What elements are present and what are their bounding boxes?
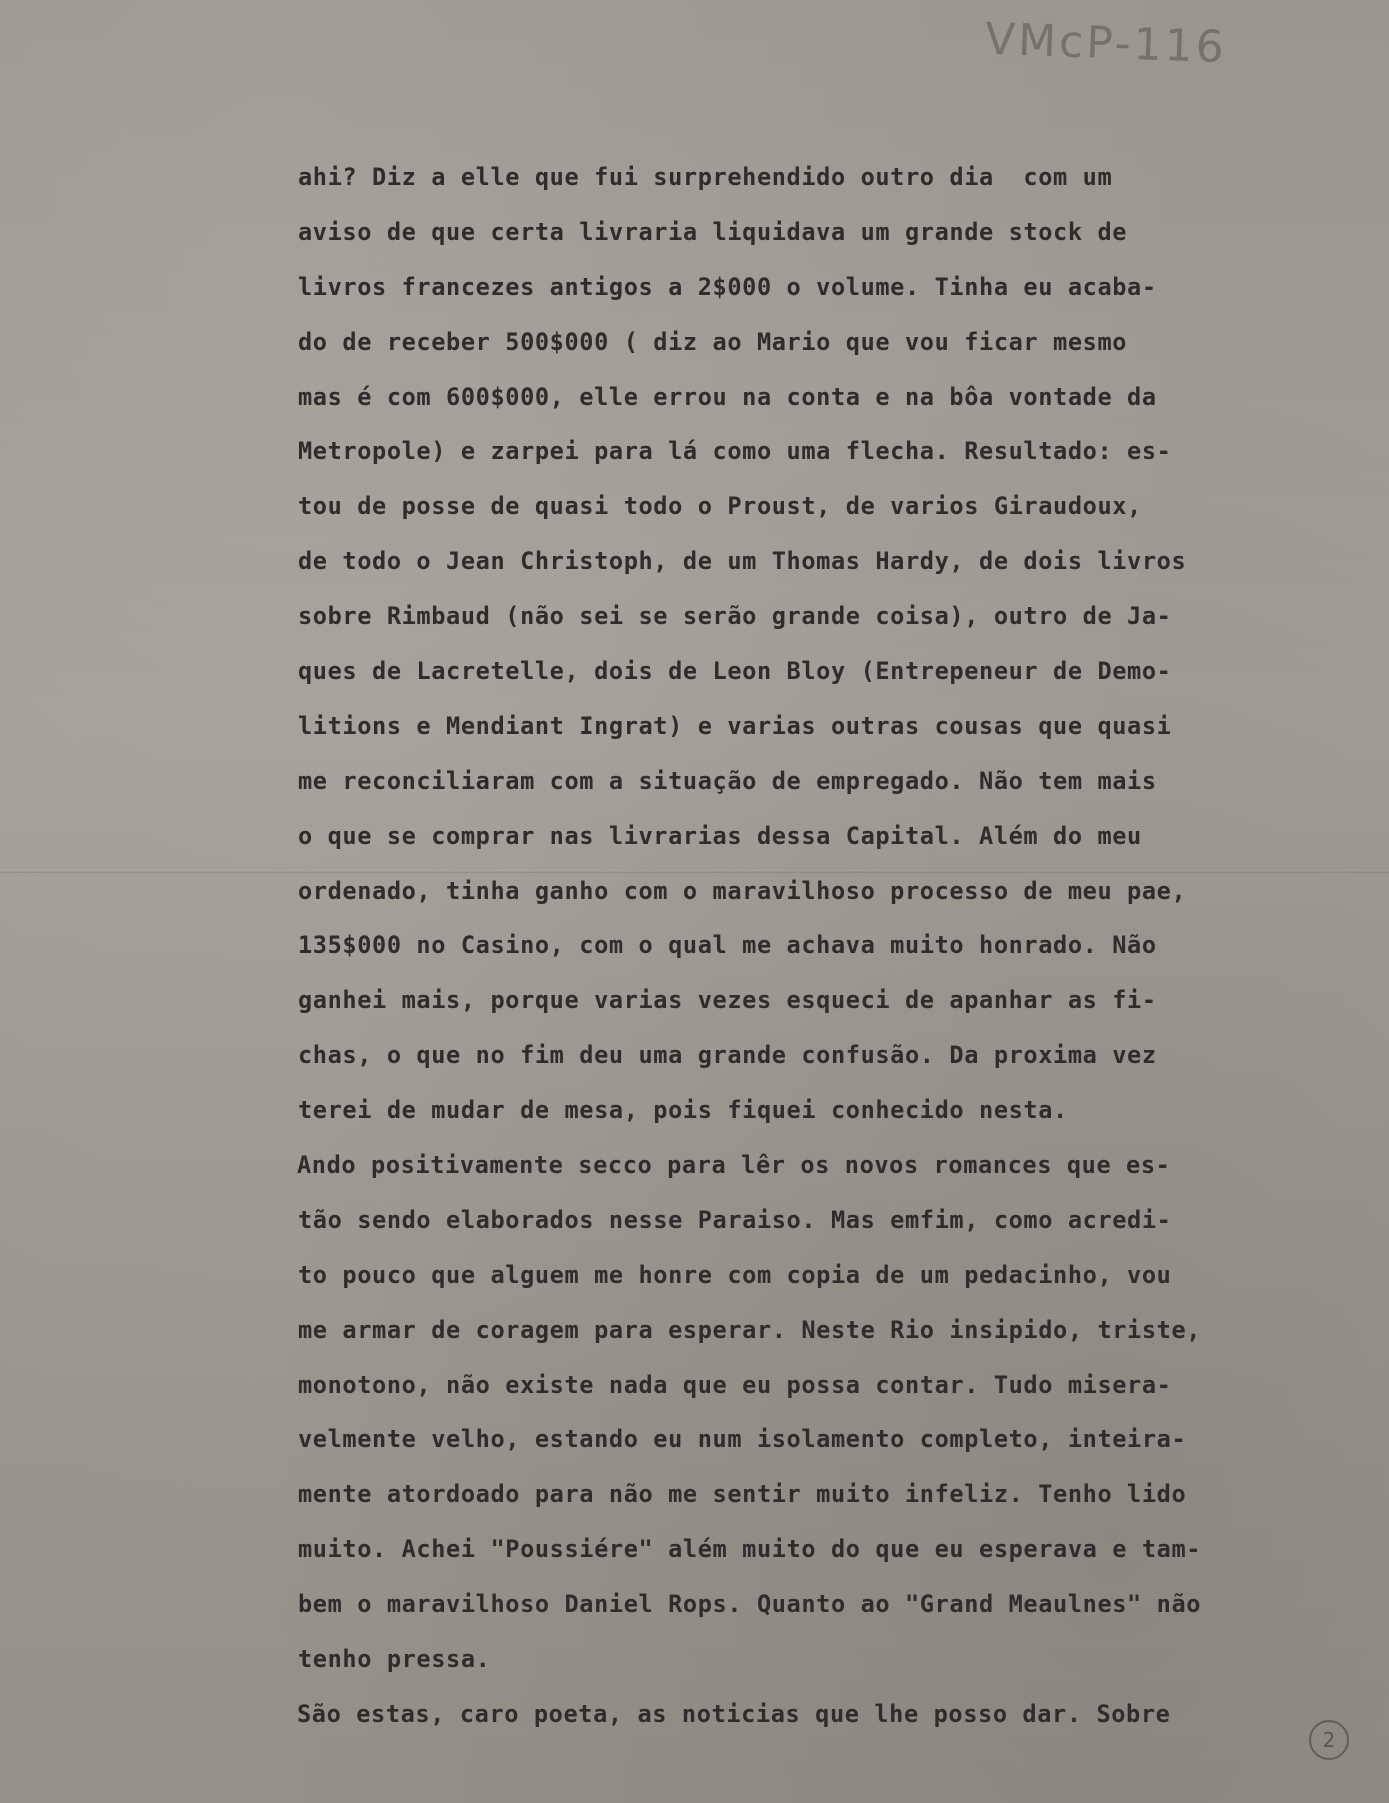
- text-line: ahi? Diz a elle que fui surprehendido outro dia com um: [298, 163, 1113, 191]
- text-line: to pouco que alguem me honre com copia de um pedacinho, vou: [298, 1260, 1172, 1289]
- text-line: muito. Achei "Poussiére" além muito do que eu esperava e tam-: [298, 1535, 1202, 1564]
- text-line: chas, o que no fim deu uma grande confusão. Da proxima vez: [298, 1041, 1157, 1070]
- text-line: ques de Lacretelle, dois de Leon Bloy (Entrepeneur de Demo-: [298, 657, 1172, 686]
- text-line: mas é com 600$000, elle errou na conta e na bôa vontade da: [298, 382, 1157, 411]
- text-line: livros francezes antigos a 2$000 o volume. Tinha eu acaba-: [298, 272, 1157, 301]
- text-line: o que se comprar nas livrarias dessa Capital. Além do meu: [298, 821, 1142, 850]
- text-line: mente atordoado para não me sentir muito infeliz. Tenho lido: [298, 1480, 1187, 1509]
- text-line: monotono, não existe nada que eu possa contar. Tudo misera-: [298, 1370, 1172, 1399]
- archive-reference-mark: VMcP-116: [984, 13, 1228, 74]
- text-line: bem o maravilhoso Daniel Rops. Quanto ao "Grand Meaulnes" não: [298, 1590, 1202, 1619]
- typewritten-letter-body: [298, 150, 1318, 1742]
- text-line: ganhei mais, porque varias vezes esqueci de apanhar as fi-: [298, 986, 1157, 1015]
- text-line: terei de mudar de mesa, pois fiquei conhecido nesta.: [298, 1096, 1068, 1125]
- text-line: tenho pressa.: [298, 1645, 491, 1674]
- text-line: Metropole) e zarpei para lá como uma flecha. Resultado: es-: [298, 437, 1172, 466]
- text-line: velmente velho, estando eu num isolamento completo, inteira-: [298, 1425, 1187, 1454]
- text-line: me armar de coragem para esperar. Neste Rio insipido, triste,: [298, 1315, 1202, 1344]
- paragraph-start-line: São estas, caro poeta, as noticias que lhe posso dar. Sobre: [297, 1699, 1171, 1728]
- text-line: ordenado, tinha ganho com o maravilhoso processo de meu pae,: [298, 876, 1187, 905]
- text-line: 135$000 no Casino, com o qual me achava muito honrado. Não: [298, 931, 1157, 960]
- text-line: de todo o Jean Christoph, de um Thomas Hardy, de dois livros: [298, 547, 1187, 576]
- text-line: litions e Mendiant Ingrat) e varias outras cousas que quasi: [298, 711, 1172, 740]
- folio-number: 2: [1309, 1720, 1349, 1760]
- text-line: aviso de que certa livraria liquidava um grande stock de: [298, 217, 1128, 246]
- text-line: sobre Rimbaud (não sei se serão grande coisa), outro de Ja-: [298, 602, 1172, 631]
- text-line: do de receber 500$000 ( diz ao Mario que vou ficar mesmo: [298, 327, 1128, 356]
- text-line: tou de posse de quasi todo o Proust, de varios Giraudoux,: [298, 492, 1142, 521]
- text-line: tão sendo elaborados nesse Paraiso. Mas emfim, como acredi-: [298, 1205, 1172, 1234]
- text-line: me reconciliaram com a situação de empregado. Não tem mais: [298, 766, 1157, 795]
- paragraph-start-line: Ando positivamente secco para lêr os novos romances que es-: [297, 1151, 1171, 1180]
